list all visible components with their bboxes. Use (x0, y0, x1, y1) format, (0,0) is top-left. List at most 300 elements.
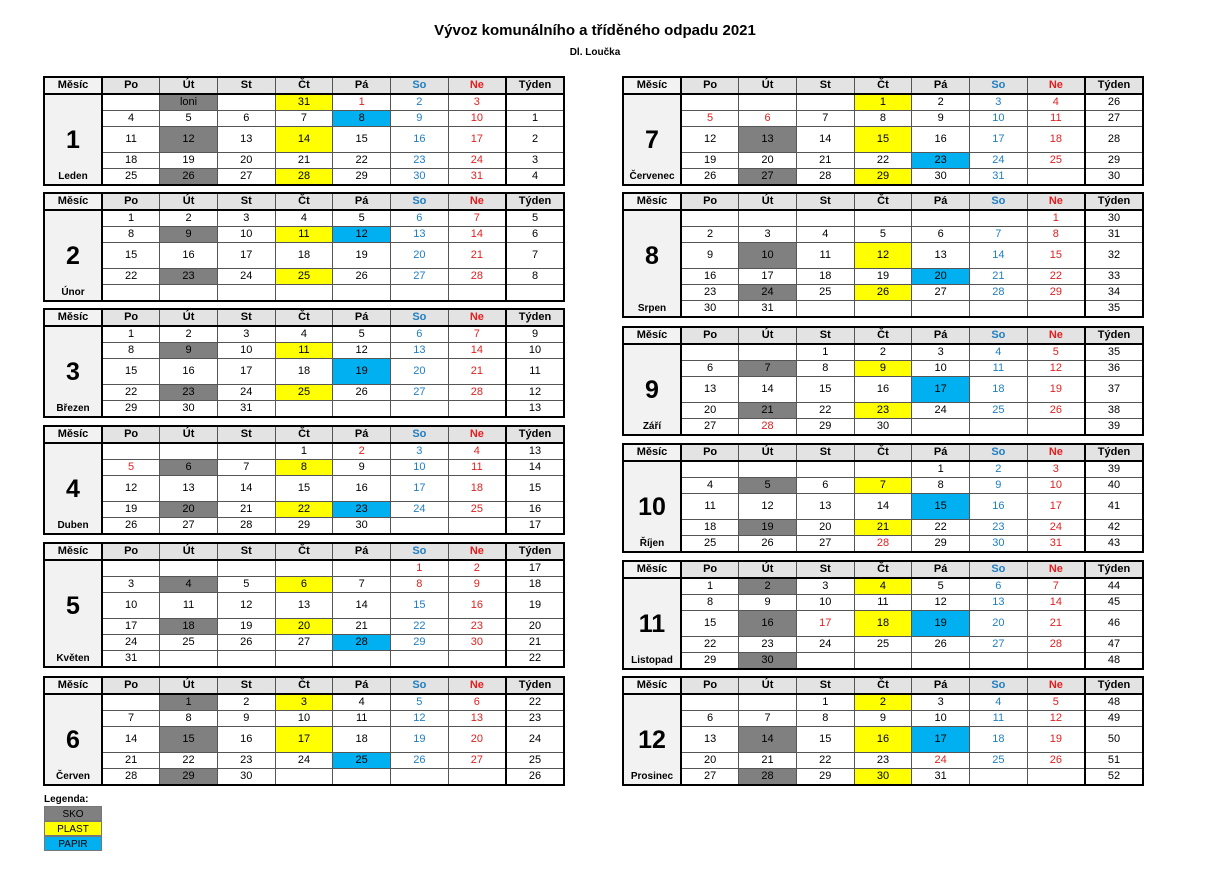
day-cell: 11 (275, 343, 333, 359)
column-header: Pá (333, 77, 391, 94)
day-cell: 31 (275, 94, 333, 111)
day-cell: 10 (102, 593, 160, 619)
header-row (623, 561, 1143, 578)
week-number-cell: 40 (1085, 478, 1143, 494)
week-row (623, 536, 1143, 553)
week-row (44, 111, 564, 127)
day-cell: 23 (217, 753, 275, 769)
day-cell (275, 651, 333, 668)
day-cell: 19 (217, 619, 275, 635)
header-row (623, 193, 1143, 210)
month-name: Duben (57, 519, 89, 531)
day-cell (1027, 419, 1085, 436)
month-label-cell (623, 611, 681, 637)
month-label-cell (44, 169, 102, 186)
column-header: Út (739, 444, 797, 461)
week-number-cell: 2 (506, 127, 564, 153)
day-cell: 4 (681, 478, 739, 494)
day-cell: 25 (970, 403, 1028, 419)
week-row (44, 210, 564, 227)
month-label-cell (44, 577, 102, 593)
day-cell: 23 (854, 753, 912, 769)
day-cell (160, 560, 218, 577)
month-label-cell (44, 727, 102, 753)
column-header: So (970, 561, 1028, 578)
day-cell: 25 (160, 635, 218, 651)
column-header: Út (160, 677, 218, 694)
day-cell: 15 (854, 127, 912, 153)
column-header: Čt (275, 309, 333, 326)
day-cell (217, 285, 275, 302)
column-header: St (796, 677, 854, 694)
day-cell: 25 (1027, 153, 1085, 169)
month-table-8 (622, 192, 1144, 318)
day-cell: 9 (739, 595, 797, 611)
column-header: Týden (506, 426, 564, 443)
day-cell (160, 651, 218, 668)
day-cell: 29 (854, 169, 912, 186)
day-cell: 9 (912, 111, 970, 127)
day-cell: 1 (275, 443, 333, 460)
column-header: Čt (854, 444, 912, 461)
day-cell: 18 (102, 153, 160, 169)
day-cell: 27 (912, 285, 970, 301)
day-cell: 10 (970, 111, 1028, 127)
day-cell (448, 651, 506, 668)
day-cell (275, 560, 333, 577)
week-number-cell: 47 (1085, 637, 1143, 653)
column-header: Ne (1027, 561, 1085, 578)
week-number-cell: 27 (1085, 111, 1143, 127)
day-cell: 13 (160, 476, 218, 502)
day-cell: 11 (275, 227, 333, 243)
day-cell: 10 (275, 711, 333, 727)
day-cell: 3 (217, 326, 275, 343)
day-cell: 3 (912, 694, 970, 711)
day-cell: 12 (391, 711, 449, 727)
day-cell: 19 (391, 727, 449, 753)
month-label-cell (623, 536, 681, 553)
day-cell: 14 (1027, 595, 1085, 611)
day-cell: 17 (102, 619, 160, 635)
day-cell: 2 (391, 94, 449, 111)
week-row (623, 377, 1143, 403)
day-cell (333, 651, 391, 668)
month-label-cell (44, 326, 102, 343)
column-header: So (970, 677, 1028, 694)
column-header: St (796, 327, 854, 344)
week-number-cell: 50 (1085, 727, 1143, 753)
day-cell (970, 769, 1028, 786)
day-cell: 28 (1027, 637, 1085, 653)
day-cell: 21 (854, 520, 912, 536)
day-cell: 13 (681, 377, 739, 403)
day-cell: 23 (681, 285, 739, 301)
day-cell: 22 (912, 520, 970, 536)
day-cell: 21 (796, 153, 854, 169)
day-cell: 7 (970, 227, 1028, 243)
day-cell (796, 301, 854, 318)
day-cell: 14 (217, 476, 275, 502)
week-number-cell: 35 (1085, 301, 1143, 318)
column-header: Pá (912, 677, 970, 694)
week-number-cell: 44 (1085, 578, 1143, 595)
month-table-12 (622, 676, 1144, 786)
day-cell: 14 (739, 377, 797, 403)
column-header: Měsíc (44, 677, 102, 694)
day-cell: 11 (448, 460, 506, 476)
month-label-cell (623, 753, 681, 769)
day-cell: 8 (160, 711, 218, 727)
month-table-6 (43, 676, 565, 786)
day-cell (448, 518, 506, 535)
day-cell: 7 (739, 361, 797, 377)
week-number-cell: 22 (506, 694, 564, 711)
week-number-cell: 30 (1085, 169, 1143, 186)
day-cell: 20 (217, 153, 275, 169)
day-cell: 18 (275, 243, 333, 269)
column-header: So (391, 77, 449, 94)
day-cell: 13 (275, 593, 333, 619)
day-cell (681, 344, 739, 361)
day-cell: 1 (796, 344, 854, 361)
column-header: So (391, 543, 449, 560)
day-cell: 1 (1027, 210, 1085, 227)
day-cell: 16 (160, 359, 218, 385)
week-number-cell: 49 (1085, 711, 1143, 727)
month-label-cell (44, 343, 102, 359)
column-header: Ne (1027, 327, 1085, 344)
day-cell: 19 (912, 611, 970, 637)
week-number-cell: 39 (1085, 419, 1143, 436)
month-label-cell (623, 578, 681, 595)
week-row (44, 343, 564, 359)
day-cell: 25 (448, 502, 506, 518)
week-row (44, 651, 564, 668)
column-header: Út (160, 309, 218, 326)
column-header: Týden (1085, 193, 1143, 210)
week-number-cell: 52 (1085, 769, 1143, 786)
day-cell: 27 (681, 769, 739, 786)
day-cell: 28 (739, 769, 797, 786)
week-number-cell: 17 (506, 518, 564, 535)
day-cell: 4 (275, 326, 333, 343)
day-cell: 13 (448, 711, 506, 727)
day-cell: 24 (275, 753, 333, 769)
day-cell: 20 (448, 727, 506, 753)
day-cell (970, 301, 1028, 318)
day-cell: 28 (739, 419, 797, 436)
month-label-cell (44, 694, 102, 711)
day-cell: 15 (796, 377, 854, 403)
day-cell: 16 (333, 476, 391, 502)
month-table-5 (43, 542, 565, 668)
month-number: 3 (66, 358, 80, 385)
column-header: Čt (275, 193, 333, 210)
day-cell: 19 (739, 520, 797, 536)
day-cell: 10 (796, 595, 854, 611)
day-cell: 10 (912, 711, 970, 727)
day-cell: 2 (217, 694, 275, 711)
month-label-cell (623, 94, 681, 111)
day-cell: 28 (448, 385, 506, 401)
day-cell (912, 419, 970, 436)
day-cell: 19 (681, 153, 739, 169)
week-number-cell: 31 (1085, 227, 1143, 243)
day-cell: 7 (1027, 578, 1085, 595)
month-label-cell (44, 359, 102, 385)
day-cell: 22 (854, 153, 912, 169)
day-cell: 14 (275, 127, 333, 153)
day-cell: 16 (739, 611, 797, 637)
day-cell: 9 (448, 577, 506, 593)
day-cell: 10 (739, 243, 797, 269)
month-name: Září (642, 420, 662, 432)
day-cell: 3 (1027, 461, 1085, 478)
day-cell: 27 (217, 169, 275, 186)
column-header: Po (681, 677, 739, 694)
day-cell (796, 94, 854, 111)
day-cell: 16 (970, 494, 1028, 520)
day-cell (1027, 653, 1085, 670)
day-cell: 9 (333, 460, 391, 476)
week-row (44, 401, 564, 418)
week-number-cell: 34 (1085, 285, 1143, 301)
month-label-cell (44, 460, 102, 476)
column-header: Po (102, 426, 160, 443)
month-label-cell (623, 285, 681, 301)
day-cell: 26 (160, 169, 218, 186)
day-cell: 11 (796, 243, 854, 269)
day-cell: 11 (854, 595, 912, 611)
day-cell: 30 (854, 419, 912, 436)
month-label-cell (44, 635, 102, 651)
week-number-cell: 15 (506, 476, 564, 502)
column-header: Pá (333, 193, 391, 210)
day-cell: 3 (796, 578, 854, 595)
day-cell: 5 (217, 577, 275, 593)
day-cell: 26 (217, 635, 275, 651)
column-header: Týden (506, 309, 564, 326)
day-cell: 18 (448, 476, 506, 502)
day-cell: 18 (333, 727, 391, 753)
day-cell: 9 (854, 361, 912, 377)
day-cell: 17 (217, 243, 275, 269)
month-table-1 (43, 76, 565, 186)
day-cell: 19 (854, 269, 912, 285)
month-label-cell (44, 385, 102, 401)
month-table-9 (622, 326, 1144, 436)
day-cell: 4 (448, 443, 506, 460)
day-cell: 30 (854, 769, 912, 786)
column-header: Po (681, 77, 739, 94)
day-cell: 18 (1027, 127, 1085, 153)
month-label-cell (623, 210, 681, 227)
day-cell: 6 (160, 460, 218, 476)
month-label-cell (44, 243, 102, 269)
day-cell: 27 (970, 637, 1028, 653)
day-cell: 16 (160, 243, 218, 269)
week-number-cell: 19 (506, 593, 564, 619)
day-cell: 15 (333, 127, 391, 153)
day-cell: 12 (1027, 711, 1085, 727)
week-row (623, 127, 1143, 153)
week-number-cell (506, 285, 564, 302)
week-row (44, 769, 564, 786)
column-header: Měsíc (623, 77, 681, 94)
day-cell: 30 (160, 401, 218, 418)
week-row (623, 111, 1143, 127)
day-cell: 11 (970, 361, 1028, 377)
column-header: Týden (1085, 327, 1143, 344)
column-header: Út (739, 327, 797, 344)
week-row (623, 344, 1143, 361)
day-cell: 20 (391, 243, 449, 269)
day-cell: 2 (739, 578, 797, 595)
week-row (44, 476, 564, 502)
column-header: So (970, 444, 1028, 461)
day-cell: 26 (1027, 753, 1085, 769)
day-cell: 16 (854, 727, 912, 753)
day-cell: 21 (448, 243, 506, 269)
day-cell: 12 (912, 595, 970, 611)
month-label-cell (44, 111, 102, 127)
day-cell: 4 (275, 210, 333, 227)
day-cell: 5 (739, 478, 797, 494)
header-row (623, 444, 1143, 461)
week-row (44, 359, 564, 385)
column-header: Pá (912, 77, 970, 94)
day-cell: 27 (160, 518, 218, 535)
day-cell: 23 (160, 385, 218, 401)
day-cell (1027, 169, 1085, 186)
week-row (623, 520, 1143, 536)
day-cell: 2 (912, 94, 970, 111)
day-cell: 26 (739, 536, 797, 553)
day-cell: 6 (391, 210, 449, 227)
column-header: Pá (333, 309, 391, 326)
week-number-cell: 48 (1085, 694, 1143, 711)
day-cell: 20 (912, 269, 970, 285)
week-number-cell: 21 (506, 635, 564, 651)
week-number-cell: 38 (1085, 403, 1143, 419)
day-cell: 12 (102, 476, 160, 502)
day-cell: 6 (912, 227, 970, 243)
week-row (623, 478, 1143, 494)
day-cell: 31 (102, 651, 160, 668)
day-cell: 9 (681, 243, 739, 269)
day-cell: 17 (391, 476, 449, 502)
week-row (623, 711, 1143, 727)
day-cell: 25 (681, 536, 739, 553)
week-number-cell: 37 (1085, 377, 1143, 403)
month-number: 1 (66, 126, 80, 153)
day-cell: 25 (854, 637, 912, 653)
month-label-cell (623, 169, 681, 186)
day-cell: 1 (102, 210, 160, 227)
day-cell: 5 (102, 460, 160, 476)
month-label-cell (44, 94, 102, 111)
day-cell: 25 (970, 753, 1028, 769)
legend-item-sko: SKO (44, 806, 102, 821)
day-cell: 7 (739, 711, 797, 727)
day-cell: 6 (681, 361, 739, 377)
day-cell: 29 (912, 536, 970, 553)
day-cell: 6 (217, 111, 275, 127)
week-row (44, 169, 564, 186)
day-cell: 5 (391, 694, 449, 711)
day-cell: 16 (391, 127, 449, 153)
day-cell (970, 419, 1028, 436)
day-cell: 21 (1027, 611, 1085, 637)
column-header: Ne (1027, 193, 1085, 210)
week-number-cell: 16 (506, 502, 564, 518)
day-cell: 20 (681, 403, 739, 419)
day-cell: 26 (912, 637, 970, 653)
month-table-4 (43, 425, 565, 535)
month-label-cell (44, 593, 102, 619)
day-cell: 3 (912, 344, 970, 361)
month-label-cell (44, 443, 102, 460)
month-label-cell (44, 518, 102, 535)
month-label-cell (623, 243, 681, 269)
day-cell (333, 401, 391, 418)
day-cell: 15 (102, 359, 160, 385)
column-header: St (217, 193, 275, 210)
day-cell: 10 (391, 460, 449, 476)
day-cell: 6 (739, 111, 797, 127)
column-header: Út (160, 77, 218, 94)
week-number-cell: 13 (506, 401, 564, 418)
day-cell: 22 (333, 153, 391, 169)
day-cell: 28 (448, 269, 506, 285)
week-row (623, 753, 1143, 769)
day-cell: 6 (681, 711, 739, 727)
column-header: So (391, 309, 449, 326)
column-header: Pá (912, 561, 970, 578)
day-cell: 17 (1027, 494, 1085, 520)
month-name: Říjen (639, 537, 665, 549)
day-cell: 7 (448, 210, 506, 227)
day-cell: 21 (333, 619, 391, 635)
day-cell: 25 (333, 753, 391, 769)
day-cell: 14 (448, 343, 506, 359)
day-cell: 24 (1027, 520, 1085, 536)
column-header: St (796, 77, 854, 94)
day-cell (102, 443, 160, 460)
day-cell: 11 (1027, 111, 1085, 127)
column-header: Měsíc (44, 309, 102, 326)
column-header: Týden (506, 193, 564, 210)
column-header: Ne (448, 543, 506, 560)
day-cell (102, 694, 160, 711)
day-cell: 21 (217, 502, 275, 518)
day-cell: 8 (333, 111, 391, 127)
day-cell (448, 285, 506, 302)
week-number-cell: 13 (506, 443, 564, 460)
day-cell: 8 (796, 361, 854, 377)
day-cell: 14 (739, 727, 797, 753)
week-row (44, 153, 564, 169)
column-header: Čt (854, 327, 912, 344)
week-number-cell: 30 (1085, 210, 1143, 227)
day-cell: 30 (739, 653, 797, 670)
day-cell (739, 344, 797, 361)
week-row (623, 727, 1143, 753)
week-number-cell: 26 (506, 769, 564, 786)
day-cell: 29 (275, 518, 333, 535)
day-cell: 18 (970, 727, 1028, 753)
